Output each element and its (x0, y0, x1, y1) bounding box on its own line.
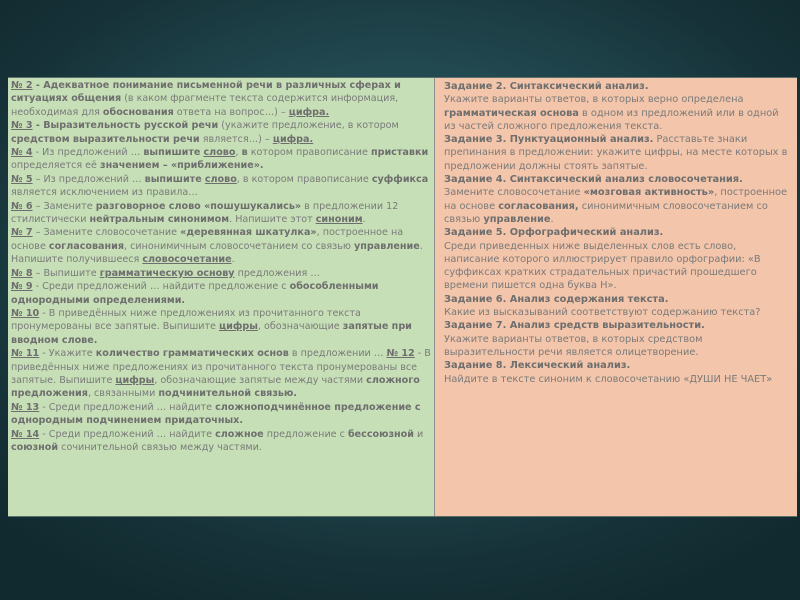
exam-item (11, 347, 431, 401)
bold-text-segment: сложноподчинённое предложение с однородным подчинением придаточных. (11, 401, 421, 427)
bold-text-segment: словосочетание (142, 254, 232, 266)
bold-text-segment: значением – «приближение». (100, 160, 264, 172)
bold-text-segment: Задание 6. Анализ содержания текста. (444, 293, 669, 305)
tasks-table (8, 77, 797, 517)
bold-text-segment: приставки (370, 147, 429, 159)
text-segment: в предложении 12 стилистически (11, 200, 399, 226)
bold-text-segment: союзной (11, 441, 59, 453)
text-segment: – Из предложений … (32, 173, 145, 185)
bold-text-segment: подчинительной связью. (158, 388, 297, 400)
bold-text-segment: выпишите (143, 147, 201, 159)
task-description (444, 319, 791, 359)
bold-text-segment: синоним (315, 214, 363, 226)
text-segment: , обозначающие запятые между частями (154, 374, 367, 386)
bold-text-segment: слово (204, 173, 237, 185)
bold-text-segment: обособленными однородными определениями. (11, 281, 379, 306)
bold-text-segment: «мозговая активность» (583, 187, 715, 199)
text-segment: предложение с (263, 428, 348, 440)
exam-item (11, 401, 431, 428)
bold-text-segment: № 14 (11, 428, 40, 440)
bold-text-segment: разговорное слово «пошушукались» (95, 200, 302, 212)
bold-text-segment: Задание 4. Синтаксический анализ словосочетания. (444, 174, 743, 186)
bold-text-segment: № 5 (11, 173, 33, 185)
bold-text-segment: в (241, 147, 248, 159)
bold-text-segment: № 11 (11, 348, 40, 360)
bold-text-segment: Задание 3. Пунктуационный анализ. (444, 134, 654, 146)
bold-text-segment: № 6 (11, 200, 33, 212)
task-description (444, 293, 791, 320)
exam-item (11, 280, 431, 307)
exam-item (11, 267, 431, 280)
text-segment: , (235, 147, 242, 159)
text-segment: в предложении … (288, 348, 387, 360)
bold-text-segment: слово (203, 147, 236, 159)
text-segment: - Среди предложений … найдите (39, 428, 216, 440)
bold-text-segment: - Адекватное понимание письменной речи в различных сферах и ситуациях общения (11, 80, 401, 105)
bold-text-segment: количество грамматических основ (95, 348, 289, 360)
bold-text-segment: цифра. (272, 133, 314, 145)
exam-item (11, 200, 431, 227)
text-segment: является…) – (199, 133, 273, 145)
bold-text-segment: выпишите (144, 173, 202, 185)
text-segment: является исключением из правила… (11, 187, 198, 199)
exam-item (11, 173, 431, 200)
bold-text-segment: согласования (48, 240, 125, 252)
bold-text-segment: цифры (115, 374, 155, 386)
exam-item (11, 146, 431, 173)
text-segment: Укажите варианты ответов, в которых средством выразительности речи является олицетворение. (444, 333, 703, 358)
text-segment: - В приведённых ниже предложениях из прочитанного текста пронумерованы все запятые. Выпишите (11, 348, 431, 386)
bold-text-segment: № 7 (11, 227, 33, 239)
text-segment: (укажите предложение, в котором (218, 120, 399, 132)
bold-text-segment: нейтральным синонимом (89, 214, 230, 226)
exam-item (11, 119, 431, 146)
text-segment: – Замените словосочетание (32, 227, 181, 239)
text-segment: . (550, 213, 554, 225)
text-segment: Замените словосочетание (444, 187, 584, 199)
text-segment: определяется её (11, 160, 101, 172)
bold-text-segment: Задание 8. Лексический анализ. (444, 360, 631, 372)
bold-text-segment: № 10 (11, 307, 40, 319)
bold-text-segment: - Выразительность русской речи (32, 120, 219, 132)
task-description (444, 133, 791, 173)
text-segment: - Из предложений … (32, 147, 144, 159)
exam-item (11, 79, 431, 119)
text-segment: Укажите варианты ответов, в которых верно определена (444, 94, 744, 106)
text-segment: – Замените (32, 200, 96, 212)
text-segment: . (231, 254, 235, 266)
bold-text-segment: «деревянная шкатулка» (180, 227, 317, 239)
bold-text-segment: средством выразительности речи (11, 133, 200, 145)
task-description (444, 80, 791, 133)
bold-text-segment: № 4 (11, 147, 33, 159)
text-segment: предложения … (234, 267, 320, 279)
bold-text-segment: цифра. (288, 106, 330, 118)
bold-text-segment: № 8 (11, 267, 33, 279)
text-segment: . Напишите этот (229, 214, 316, 226)
text-segment: синонимичным словосочетанием со связью (444, 200, 768, 225)
bold-text-segment: № 13 (11, 401, 40, 413)
text-segment: , в котором правописание (236, 173, 372, 185)
exam-item (11, 226, 431, 266)
bold-text-segment: Задание 2. Синтаксический анализ. (444, 81, 649, 92)
bold-text-segment: запятые при вводном слове. (11, 321, 412, 346)
text-segment: Найдите в тексте синоним к словосочетанию «ДУШИ НЕ ЧАЕТ» (444, 373, 773, 385)
task-description (444, 173, 791, 226)
text-segment: , синонимичным словосочетанием со связью (124, 240, 355, 252)
text-segment: Расставьте знаки препинания в предложении: укажите цифры, на месте которых в предложении должны стоять запятые. (444, 134, 788, 172)
bold-text-segment: управление (483, 213, 551, 225)
bold-text-segment: обоснования (102, 106, 174, 118)
text-segment: , построенное на основе (444, 187, 787, 212)
bold-text-segment: № 9 (11, 281, 33, 293)
text-segment: – Выпишите (32, 267, 100, 279)
bold-text-segment: грамматическую основу (99, 267, 235, 279)
bold-text-segment: № 3 (11, 120, 33, 132)
bold-text-segment: цифры (219, 321, 258, 333)
task-description (444, 359, 791, 386)
text-segment: , построенное на основе (11, 227, 404, 252)
text-segment: . Напишите получившееся (11, 240, 423, 266)
bold-text-segment: Задание 7. Анализ средств выразительности. (444, 320, 705, 332)
bold-text-segment: управление (354, 240, 420, 252)
text-segment: (в каком фрагменте текста содержится информация, необходимая для (11, 93, 399, 118)
text-segment: , связанными (87, 388, 159, 400)
bold-text-segment: бессоюзной (347, 428, 414, 440)
exam-items-column (8, 78, 435, 516)
exam-item (11, 428, 431, 455)
text-segment: - Среди предложений … найдите (39, 401, 216, 413)
bold-text-segment: Задание 5. Орфографический анализ. (444, 227, 664, 239)
text-segment: Какие из высказываний соответствуют содержанию текста? (444, 307, 761, 319)
bold-text-segment: суффикса (371, 173, 429, 185)
bold-text-segment: грамматическая основа (444, 107, 579, 119)
text-segment: сочинительной связью между частями. (58, 441, 262, 453)
bold-text-segment: сложного предложения (11, 374, 420, 400)
text-segment: . (362, 214, 366, 226)
text-segment: - Укажите (39, 348, 96, 360)
text-segment: и (413, 428, 424, 440)
text-segment: котором правописание (247, 147, 371, 159)
bold-text-segment: № 2 (11, 80, 33, 91)
text-segment: ответа на вопрос…) – (173, 106, 289, 118)
bold-text-segment: № 12 (386, 348, 415, 360)
bold-text-segment: согласования, (498, 200, 579, 212)
task-description (444, 226, 791, 292)
bold-text-segment: сложное (215, 428, 264, 440)
text-segment: Среди приведенных ниже выделенных слов есть слово, написание которого иллюстрирует правило орфографии: «В суффиксах кратких страдательных причастий прошедшего времени пишется одна буква Н». (444, 240, 761, 292)
text-segment: - В приведённых ниже предложениях из прочитанного текста пронумерованы все запятые. Выпишите (11, 307, 361, 333)
text-segment: , обозначающие (257, 321, 343, 333)
task-descriptions-column (435, 78, 797, 516)
exam-item (11, 307, 431, 347)
text-segment: в одном из предложений или в одной из частей сложного предложения текста. (444, 107, 779, 132)
text-segment: - Среди предложений … найдите предложение с (32, 281, 290, 293)
